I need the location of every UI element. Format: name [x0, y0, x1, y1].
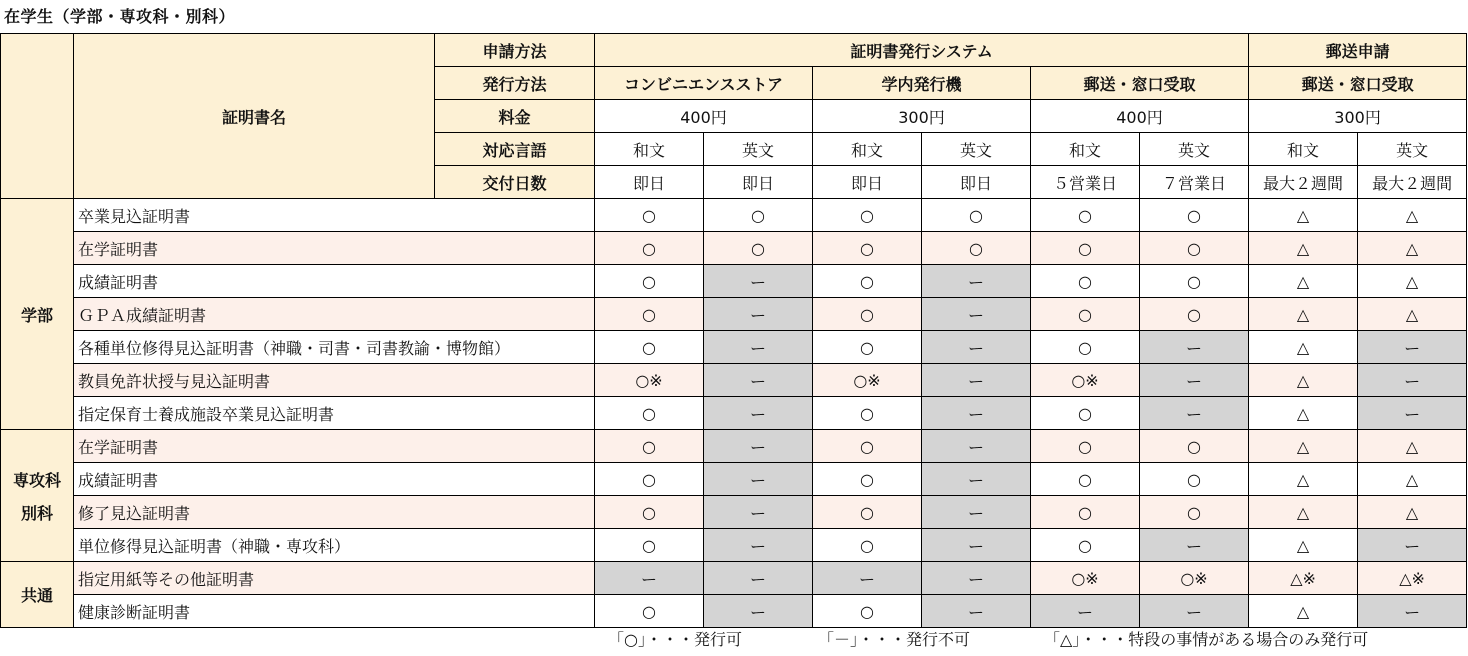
header-language: 和文: [1031, 133, 1140, 166]
availability-cell: ○: [922, 232, 1031, 265]
category-cell: [1, 562, 74, 628]
table-row: [1, 595, 1467, 628]
availability-cell: △: [1358, 463, 1467, 496]
category-cell: [1, 199, 74, 430]
availability-cell: ー: [1358, 397, 1467, 430]
availability-cell: △: [1358, 232, 1467, 265]
header-system: 証明書発行システム: [595, 34, 1249, 67]
availability-cell: ○: [595, 232, 704, 265]
header-row-label: 発行方法: [435, 67, 595, 100]
availability-cell: ー: [704, 331, 813, 364]
availability-cell: ー: [1140, 331, 1249, 364]
availability-cell: ○: [1140, 496, 1249, 529]
header-language: 和文: [1249, 133, 1358, 166]
header-days: 即日: [595, 166, 704, 199]
availability-cell: ー: [704, 562, 813, 595]
table-row: [1, 463, 1467, 496]
header-postal: 郵送申請: [1249, 34, 1467, 67]
availability-cell: ー: [704, 595, 813, 628]
availability-cell: ○: [1140, 265, 1249, 298]
availability-cell: ー: [1140, 364, 1249, 397]
availability-cell: ー: [704, 265, 813, 298]
certificate-name: 各種単位修得見込証明書（神職・司書・司書教諭・博物館）: [74, 331, 595, 364]
availability-cell: △※: [1249, 562, 1358, 595]
availability-cell: ○: [1140, 430, 1249, 463]
header-fee: 300円: [813, 100, 1031, 133]
availability-cell: ○: [813, 463, 922, 496]
availability-cell: ー: [704, 430, 813, 463]
legend-ng: 「－」・・・発行不可: [818, 630, 971, 649]
header-method: 郵送・窓口受取: [1031, 67, 1249, 100]
availability-cell: ○: [1031, 430, 1140, 463]
availability-cell: △: [1358, 199, 1467, 232]
header-days: 即日: [704, 166, 813, 199]
availability-cell: ○: [1140, 199, 1249, 232]
availability-cell: ー: [922, 463, 1031, 496]
availability-cell: ○: [813, 298, 922, 331]
availability-cell: ○: [595, 397, 704, 430]
availability-cell: ○: [1031, 463, 1140, 496]
header-language: 英文: [704, 133, 813, 166]
category-cell: [1, 430, 74, 562]
page-title: 在学生（学部・専攻科・別科）: [4, 7, 236, 26]
availability-cell: ○: [595, 430, 704, 463]
availability-cell: ○: [813, 232, 922, 265]
certificate-name: 在学証明書: [74, 430, 595, 463]
availability-cell: ○: [1031, 199, 1140, 232]
availability-cell: ○: [595, 463, 704, 496]
table-row: [1, 496, 1467, 529]
header-days: ５営業日: [1031, 166, 1140, 199]
availability-cell: ー: [1140, 529, 1249, 562]
availability-cell: ー: [1358, 595, 1467, 628]
availability-cell: ○: [1031, 496, 1140, 529]
availability-cell: ー: [1358, 364, 1467, 397]
certificate-name: 健康診断証明書: [74, 595, 595, 628]
certificate-name: 修了見込証明書: [74, 496, 595, 529]
header-row-label: 対応言語: [435, 133, 595, 166]
header-days: ７営業日: [1140, 166, 1249, 199]
availability-cell: ○※: [1031, 364, 1140, 397]
certificate-name: 在学証明書: [74, 232, 595, 265]
header-language: 英文: [922, 133, 1031, 166]
availability-cell: ○: [595, 595, 704, 628]
certificate-name: 指定用紙等その他証明書: [74, 562, 595, 595]
table-row: [1, 562, 1467, 595]
availability-cell: △: [1249, 430, 1358, 463]
availability-cell: △: [1249, 265, 1358, 298]
header-row-label: 申請方法: [435, 34, 595, 67]
header-method: コンビニエンスストア: [595, 67, 813, 100]
header-cert-name: 証明書名: [74, 34, 435, 199]
availability-cell: ー: [922, 562, 1031, 595]
availability-cell: ○: [1140, 232, 1249, 265]
availability-cell: ー: [922, 298, 1031, 331]
category-label: 学部: [20, 305, 53, 325]
availability-cell: ー: [922, 595, 1031, 628]
header-method: 郵送・窓口受取: [1249, 67, 1467, 100]
availability-cell: ー: [1140, 397, 1249, 430]
availability-cell: △: [1358, 265, 1467, 298]
availability-cell: ー: [1031, 595, 1140, 628]
table-row: [1, 430, 1467, 463]
availability-cell: △: [1249, 298, 1358, 331]
availability-cell: ○: [922, 199, 1031, 232]
table-row: [1, 232, 1467, 265]
header-corner-blank: [1, 34, 74, 199]
certificate-name: 指定保育士養成施設卒業見込証明書: [74, 397, 595, 430]
header-language: 和文: [813, 133, 922, 166]
header-row-label: 交付日数: [435, 166, 595, 199]
legend-ok: 「○」・・・発行可: [608, 630, 742, 649]
availability-cell: △: [1249, 529, 1358, 562]
category-label: 別科: [20, 503, 53, 523]
availability-cell: ー: [704, 496, 813, 529]
availability-cell: △: [1249, 232, 1358, 265]
table-row: [1, 265, 1467, 298]
availability-cell: ー: [704, 463, 813, 496]
certificate-name: 単位修得見込証明書（神職・専攻科）: [74, 529, 595, 562]
availability-cell: ー: [922, 397, 1031, 430]
availability-cell: ○: [1031, 298, 1140, 331]
availability-cell: ○: [1031, 529, 1140, 562]
availability-cell: ○: [813, 496, 922, 529]
header-days: 即日: [813, 166, 922, 199]
availability-cell: ○: [1140, 463, 1249, 496]
availability-cell: ー: [922, 364, 1031, 397]
availability-cell: ー: [704, 364, 813, 397]
certificate-name: 成績証明書: [74, 265, 595, 298]
header-fee: 400円: [1031, 100, 1249, 133]
table-row: [1, 298, 1467, 331]
availability-cell: ○: [813, 430, 922, 463]
header-language: 和文: [595, 133, 704, 166]
table-row: [1, 397, 1467, 430]
availability-cell: ○: [1031, 331, 1140, 364]
availability-cell: ー: [922, 529, 1031, 562]
availability-cell: △: [1249, 397, 1358, 430]
availability-cell: ○※: [813, 364, 922, 397]
availability-cell: ○: [595, 265, 704, 298]
availability-cell: ○: [595, 331, 704, 364]
certificate-name: ＧＰＡ成績証明書: [74, 298, 595, 331]
table-row: [1, 199, 1467, 232]
availability-cell: ○: [813, 265, 922, 298]
category-label: 共通: [20, 586, 53, 605]
availability-cell: ○: [595, 199, 704, 232]
header-language: 英文: [1140, 133, 1249, 166]
availability-cell: ー: [922, 265, 1031, 298]
availability-cell: ○: [595, 298, 704, 331]
availability-cell: ○: [813, 529, 922, 562]
table-row: [1, 364, 1467, 397]
header-days: 即日: [922, 166, 1031, 199]
availability-cell: ○: [1031, 232, 1140, 265]
certificate-name: 卒業見込証明書: [74, 199, 595, 232]
availability-cell: ○: [813, 199, 922, 232]
availability-cell: △※: [1358, 562, 1467, 595]
header-fee: 300円: [1249, 100, 1467, 133]
certificate-name: 教員免許状授与見込証明書: [74, 364, 595, 397]
header-row-label: 料金: [435, 100, 595, 133]
availability-cell: ー: [704, 397, 813, 430]
availability-cell: △: [1249, 595, 1358, 628]
availability-cell: ー: [813, 562, 922, 595]
availability-cell: △: [1249, 496, 1358, 529]
legend-special: 「△」・・・特段の事情がある場合のみ発行可: [1044, 630, 1369, 649]
availability-cell: △: [1358, 496, 1467, 529]
header-days: 最大２週間: [1358, 166, 1467, 199]
header-days: 最大２週間: [1249, 166, 1358, 199]
availability-cell: ー: [922, 496, 1031, 529]
header-method: 学内発行機: [813, 67, 1031, 100]
certificate-name: 成績証明書: [74, 463, 595, 496]
availability-cell: △: [1358, 430, 1467, 463]
availability-cell: ○: [813, 397, 922, 430]
availability-cell: ○: [813, 331, 922, 364]
availability-cell: △: [1249, 463, 1358, 496]
availability-cell: ○: [1031, 397, 1140, 430]
certificate-table: [0, 33, 1467, 628]
availability-cell: ○※: [595, 364, 704, 397]
table-row: [1, 529, 1467, 562]
availability-cell: ー: [922, 331, 1031, 364]
availability-cell: ○: [1031, 265, 1140, 298]
availability-cell: ○: [1140, 298, 1249, 331]
availability-cell: ー: [1358, 331, 1467, 364]
availability-cell: △: [1249, 199, 1358, 232]
availability-cell: ー: [1358, 529, 1467, 562]
availability-cell: ○: [595, 529, 704, 562]
category-label: 専攻科: [12, 470, 61, 490]
availability-cell: △: [1358, 298, 1467, 331]
availability-cell: ○: [595, 496, 704, 529]
availability-cell: ○※: [1140, 562, 1249, 595]
availability-cell: ー: [704, 529, 813, 562]
availability-cell: ー: [595, 562, 704, 595]
availability-cell: ○※: [1031, 562, 1140, 595]
availability-cell: ○: [704, 232, 813, 265]
availability-cell: ー: [922, 430, 1031, 463]
header-language: 英文: [1358, 133, 1467, 166]
availability-cell: ○: [704, 199, 813, 232]
availability-cell: △: [1249, 364, 1358, 397]
header-fee: 400円: [595, 100, 813, 133]
availability-cell: ー: [704, 298, 813, 331]
availability-cell: ー: [1140, 595, 1249, 628]
availability-cell: △: [1249, 331, 1358, 364]
table-row: [1, 331, 1467, 364]
availability-cell: ○: [813, 595, 922, 628]
